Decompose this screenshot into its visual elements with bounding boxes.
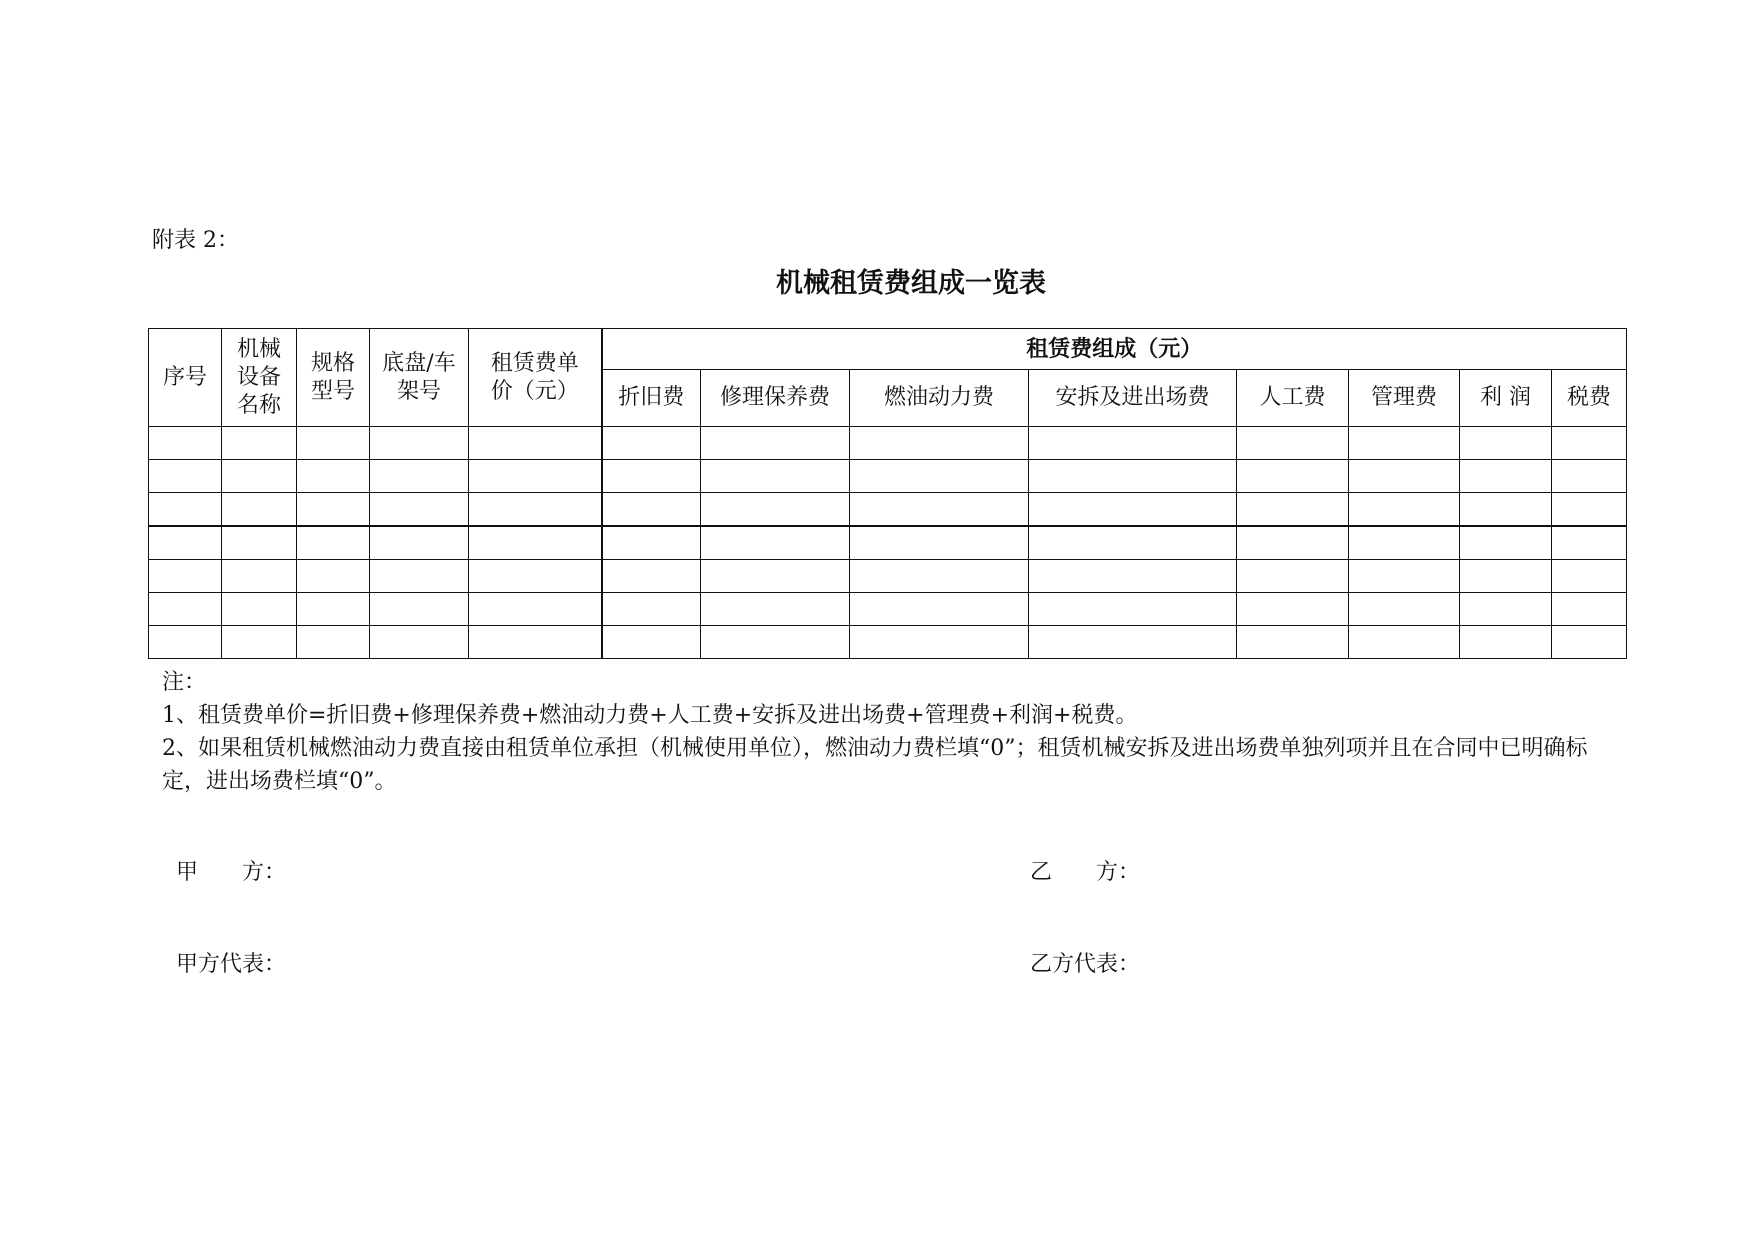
header-model: 规格型号: [297, 329, 370, 427]
table-cell: [1552, 526, 1627, 560]
table-cell: [850, 427, 1029, 460]
table-cell: [149, 593, 222, 626]
header-unit-price: 租赁费单价（元）: [469, 329, 602, 427]
header-equipment-name: 机械设备名称: [222, 329, 297, 427]
appendix-label: 附表 2：: [152, 228, 239, 253]
table-cell: [850, 460, 1029, 493]
note-item-2: 2、如果租赁机械燃油动力费直接由租赁单位承担（机械使用单位），燃油动力费栏填“0”；租赁机械安拆及进出场费单独列项并且在合同中已明确标定，进出场费栏填“0”。: [162, 736, 1588, 794]
table-cell: [602, 593, 701, 626]
table-cell: [297, 526, 370, 560]
table-cell: [469, 493, 602, 527]
table-cell: [370, 560, 469, 593]
table-cell: [1460, 526, 1552, 560]
table-cell: [149, 626, 222, 659]
table-cell: [1349, 427, 1460, 460]
table-cell: [1460, 493, 1552, 527]
table-cell: [850, 526, 1029, 560]
table-cell: [1349, 593, 1460, 626]
table-cell: [1029, 460, 1237, 493]
notes-heading: 注：: [162, 670, 207, 695]
table-cell: [1349, 493, 1460, 527]
table-cell: [297, 460, 370, 493]
table-cell: [602, 493, 701, 527]
table-cell: [701, 493, 850, 527]
table-cell: [297, 593, 370, 626]
table-cell: [701, 626, 850, 659]
table-cell: [1029, 560, 1237, 593]
document-title: 机械租赁费组成一览表: [776, 268, 1046, 299]
table-cell: [469, 526, 602, 560]
table-cell: [297, 626, 370, 659]
table-cell: [149, 526, 222, 560]
table-cell: [149, 427, 222, 460]
table-row: [149, 427, 1627, 460]
table-cell: [1460, 427, 1552, 460]
table-body: [149, 427, 1627, 659]
table-cell: [1349, 560, 1460, 593]
table-cell: [1460, 626, 1552, 659]
table-cell: [602, 526, 701, 560]
header-profit: 利 润: [1460, 370, 1552, 427]
table-row: [149, 526, 1627, 560]
header-fuel: 燃油动力费: [850, 370, 1029, 427]
table-cell: [222, 526, 297, 560]
header-maintenance: 修理保养费: [701, 370, 850, 427]
table-cell: [602, 626, 701, 659]
table-cell: [850, 560, 1029, 593]
table-cell: [701, 593, 850, 626]
table-cell: [701, 526, 850, 560]
table-cell: [1552, 427, 1627, 460]
table-cell: [149, 460, 222, 493]
table-cell: [297, 493, 370, 527]
table-cell: [149, 493, 222, 527]
table-cell: [370, 460, 469, 493]
table-cell: [469, 460, 602, 493]
table-cell: [149, 560, 222, 593]
table-cell: [850, 493, 1029, 527]
table-cell: [1029, 626, 1237, 659]
table-cell: [1029, 526, 1237, 560]
table-cell: [1237, 460, 1349, 493]
table-cell: [1552, 593, 1627, 626]
party-b-label: 乙 方：: [1030, 860, 1141, 885]
notes: [162, 666, 1622, 798]
table-cell: [1349, 460, 1460, 493]
table-cell: [1460, 593, 1552, 626]
table-cell: [469, 427, 602, 460]
table-cell: [370, 493, 469, 527]
table-cell: [222, 460, 297, 493]
table-cell: [1029, 593, 1237, 626]
table-cell: [370, 626, 469, 659]
table-cell: [1029, 493, 1237, 527]
table-cell: [1552, 493, 1627, 527]
table-row: [149, 460, 1627, 493]
header-labor: 人工费: [1237, 370, 1349, 427]
party-a-label: 甲 方：: [176, 860, 287, 885]
rental-fee-table: [148, 328, 1627, 659]
table-cell: [1552, 460, 1627, 493]
table-cell: [1237, 427, 1349, 460]
table-cell: [222, 626, 297, 659]
table-cell: [850, 626, 1029, 659]
party-a-representative-label: 甲方代表：: [176, 952, 287, 977]
table-cell: [1237, 593, 1349, 626]
table-cell: [1237, 560, 1349, 593]
table-cell: [602, 460, 701, 493]
table-row: [149, 593, 1627, 626]
table-row: [149, 493, 1627, 527]
table-cell: [297, 560, 370, 593]
table-cell: [1460, 460, 1552, 493]
table-cell: [850, 593, 1029, 626]
table-cell: [1237, 493, 1349, 527]
table-cell: [1460, 560, 1552, 593]
table-cell: [1237, 626, 1349, 659]
table-cell: [370, 593, 469, 626]
table-cell: [222, 427, 297, 460]
table-cell: [469, 626, 602, 659]
table-cell: [222, 593, 297, 626]
table-cell: [469, 560, 602, 593]
note-item-1: 1、租赁费单价=折旧费+修理保养费+燃油动力费+人工费+安拆及进出场费+管理费+利润+税费。: [162, 703, 1138, 728]
table-cell: [469, 593, 602, 626]
header-tax: 税费: [1552, 370, 1627, 427]
table-cell: [701, 560, 850, 593]
header-installation: 安拆及进出场费: [1029, 370, 1237, 427]
table-cell: [1349, 626, 1460, 659]
table-cell: [1349, 526, 1460, 560]
party-b-representative-label: 乙方代表：: [1030, 952, 1141, 977]
table-cell: [222, 560, 297, 593]
table-cell: [602, 560, 701, 593]
header-management: 管理费: [1349, 370, 1460, 427]
header-fee-composition: 租赁费组成（元）: [602, 329, 1627, 370]
table-cell: [370, 526, 469, 560]
table-row: [149, 560, 1627, 593]
table-cell: [1029, 427, 1237, 460]
table-cell: [222, 493, 297, 527]
table-cell: [701, 427, 850, 460]
table-cell: [701, 460, 850, 493]
table-cell: [1237, 526, 1349, 560]
header-chassis: 底盘/车架号: [370, 329, 469, 427]
table-cell: [297, 427, 370, 460]
table-row: [149, 626, 1627, 659]
header-seq: 序号: [149, 329, 222, 427]
table-cell: [602, 427, 701, 460]
table-cell: [1552, 560, 1627, 593]
table-header: [149, 329, 1627, 427]
table-cell: [1552, 626, 1627, 659]
table-cell: [370, 427, 469, 460]
header-depreciation: 折旧费: [602, 370, 701, 427]
